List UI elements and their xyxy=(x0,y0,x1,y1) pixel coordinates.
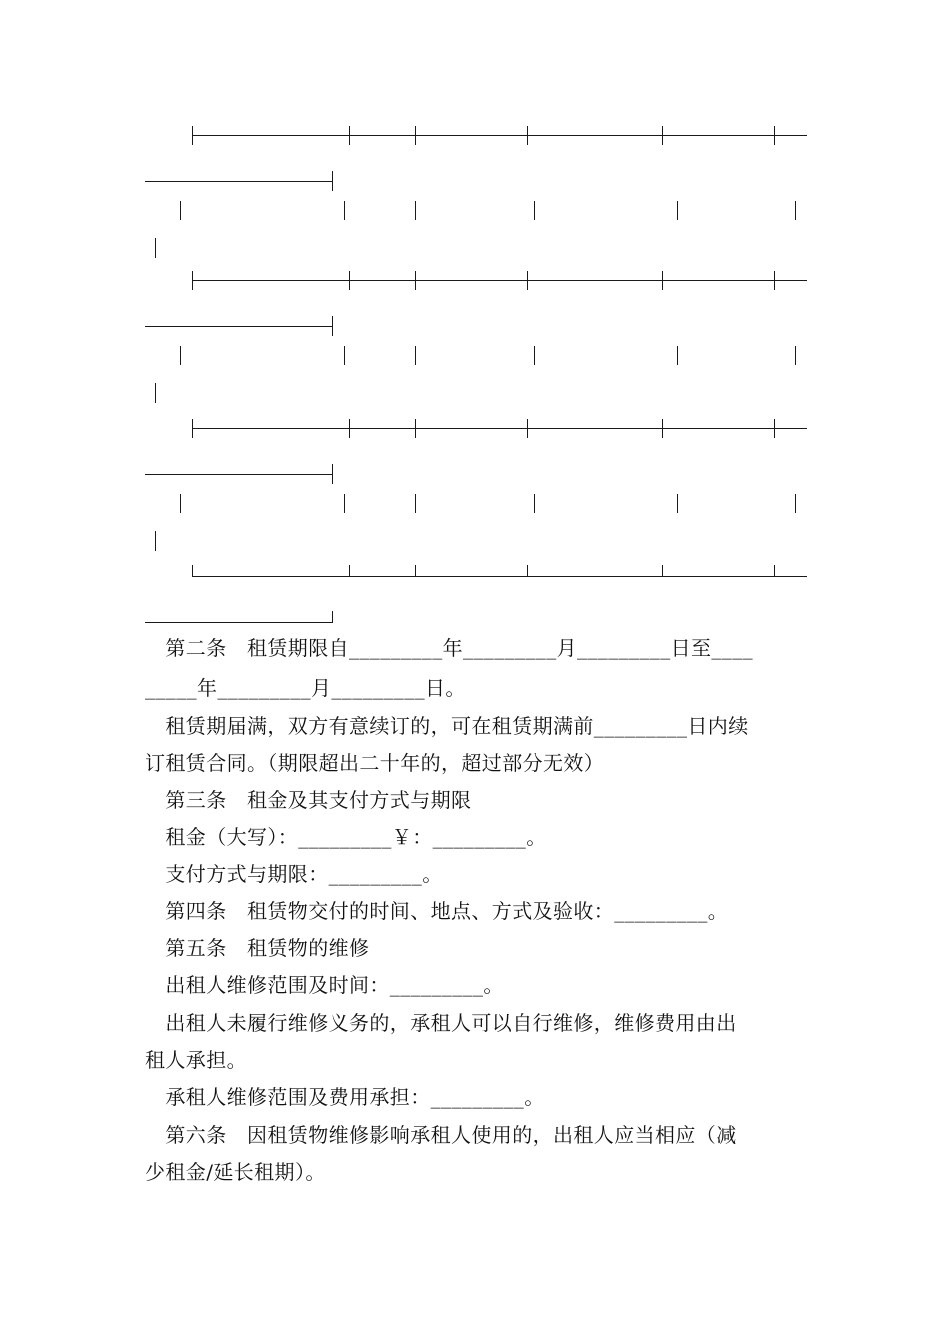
table-border-tick xyxy=(349,271,350,290)
table-border-tick xyxy=(415,565,416,576)
article-4-line: 第四条 租赁物交付的时间、地点、方式及验收：_________。 xyxy=(145,899,729,923)
repair-failure-line-2: 租人承担。 xyxy=(145,1048,247,1072)
table-border-tick xyxy=(332,464,333,484)
table-border-tick xyxy=(662,565,663,576)
table-border-tick xyxy=(774,271,775,290)
table-cell-divider xyxy=(344,201,345,220)
table-cell-divider xyxy=(180,201,181,220)
table-border-tick xyxy=(527,565,528,576)
payment-method-line: 支付方式与期限：_________。 xyxy=(145,862,443,886)
article-2-line-2: _____年_________月_________日。 xyxy=(145,676,466,700)
table-cell-divider xyxy=(795,201,796,220)
table-border-line xyxy=(192,428,807,429)
table-border-tick xyxy=(332,316,333,336)
article-5-heading: 第五条 租赁物的维修 xyxy=(145,936,370,960)
table-cell-divider xyxy=(534,494,535,513)
table-cell-divider xyxy=(534,346,535,365)
table-cell-divider xyxy=(795,346,796,365)
table-border-tick xyxy=(332,171,333,191)
table-cell-divider xyxy=(155,238,156,258)
table-border-tick xyxy=(349,126,350,145)
table-border-tick xyxy=(774,565,775,576)
table-cell-divider xyxy=(415,346,416,365)
table-border-tick xyxy=(527,126,528,145)
table-border-tick xyxy=(662,126,663,145)
table-border-line xyxy=(145,474,333,475)
table-border-line xyxy=(145,326,333,327)
table-cell-divider xyxy=(677,201,678,220)
table-cell-divider xyxy=(180,494,181,513)
table-border-tick xyxy=(527,419,528,438)
table-border-line xyxy=(192,135,807,136)
table-border-tick xyxy=(192,565,193,576)
table-cell-divider xyxy=(677,346,678,365)
table-border-tick xyxy=(192,126,193,145)
table-cell-divider xyxy=(534,201,535,220)
table-border-tick xyxy=(349,565,350,576)
renewal-line-1: 租赁期届满，双方有意续订的，可在租赁期满前_________日内续 xyxy=(145,714,749,738)
table-border-tick xyxy=(192,271,193,290)
table-cell-divider xyxy=(344,494,345,513)
table-cell-divider xyxy=(795,494,796,513)
table-border-tick xyxy=(662,271,663,290)
rent-amount-line: 租金（大写）：_________￥：_________。 xyxy=(145,825,547,849)
article-2-line-1: 第二条 租赁期限自_________年_________月_________日至____ xyxy=(145,636,753,660)
table-cell-divider xyxy=(344,346,345,365)
table-border-tick xyxy=(662,419,663,438)
table-border-line xyxy=(145,622,333,623)
table-border-tick xyxy=(415,419,416,438)
table-border-line xyxy=(192,280,807,281)
table-border-line xyxy=(145,181,333,182)
lessor-repair-line: 出租人维修范围及时间：_________。 xyxy=(145,973,504,997)
repair-failure-line-1: 出租人未履行维修义务的，承租人可以自行维修，维修费用由出 xyxy=(145,1011,737,1035)
table-cell-divider xyxy=(415,201,416,220)
table-border-line xyxy=(192,576,807,577)
table-border-tick xyxy=(527,271,528,290)
article-6-line-2: 少租金/延长租期）。 xyxy=(145,1160,326,1184)
lessee-repair-line: 承租人维修范围及费用承担：_________。 xyxy=(145,1085,545,1109)
table-cell-divider xyxy=(155,531,156,551)
table-border-tick xyxy=(415,271,416,290)
article-6-line-1: 第六条 因租赁物维修影响承租人使用的，出租人应当相应（减 xyxy=(145,1123,737,1147)
table-cell-divider xyxy=(677,494,678,513)
table-cell-divider xyxy=(415,494,416,513)
table-cell-divider xyxy=(180,346,181,365)
table-border-tick xyxy=(774,419,775,438)
table-cell-divider xyxy=(155,383,156,403)
table-border-tick xyxy=(415,126,416,145)
table-border-tick xyxy=(349,419,350,438)
table-border-tick xyxy=(774,126,775,145)
article-3-heading: 第三条 租金及其支付方式与期限 xyxy=(145,788,472,812)
table-border-tick xyxy=(192,419,193,438)
table-border-tick xyxy=(332,611,333,623)
renewal-line-2: 订租赁合同。（期限超出二十年的，超过部分无效） xyxy=(145,751,605,775)
